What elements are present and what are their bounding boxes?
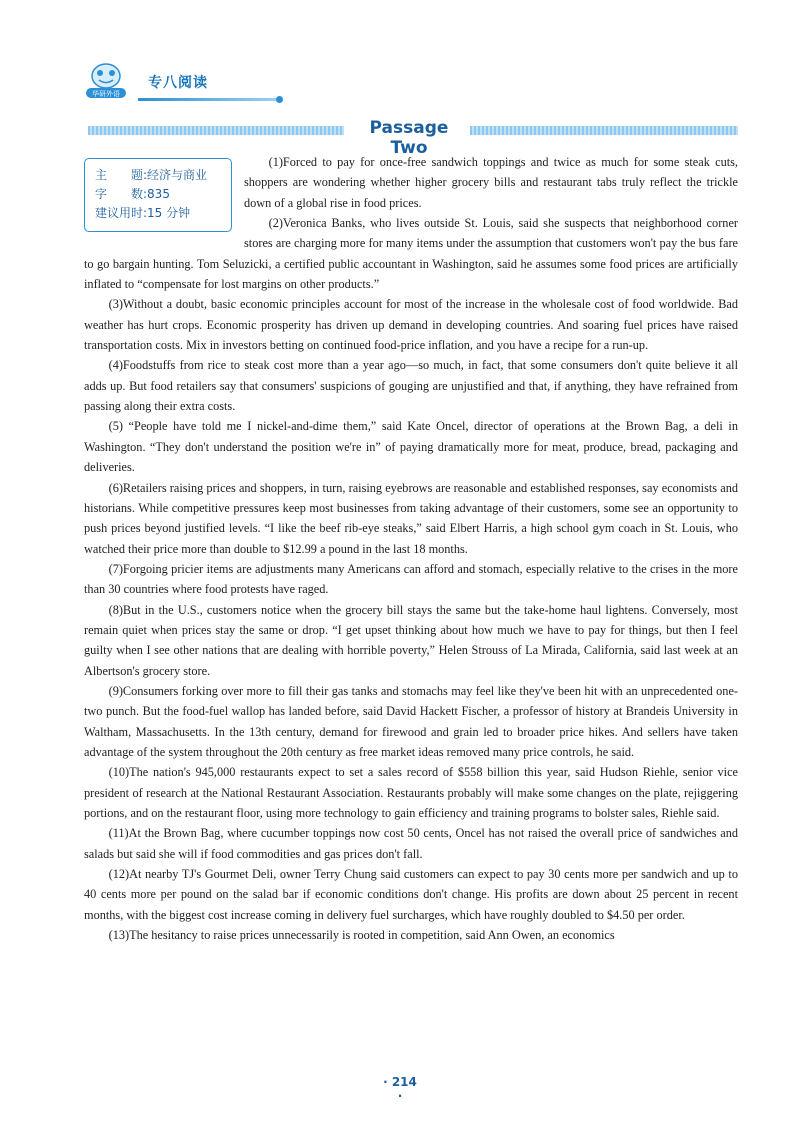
paragraph: (6)Retailers raising prices and shoppers, in turn, raising eyebrows are reasonable and established responses, say economists and historians. While competitive pressures keep most businesses from taking advantage of their customers, some see an opportunity to push prices beyond justified levels. “I like the beef rib-eye steaks,” said Elbert Harris, a high school gym coach in St. Louis, who watched their price more than double to $12.99 a pound in the last 18 months.	[84, 480, 738, 556]
paragraph: (13)The hesitancy to raise prices unnecessarily is rooted in competition, said Ann Owen, an economics	[108, 928, 615, 943]
paragraph: (2)Veronica Banks, who lives outside St. Louis, said she suspects that neighborhood corner stores are charging more for many items under the assumption that customers won't pay the bus fare to go bargain hunting. Tom Seluzicki, a certified public accountant in Washington, said he assumes some food prices are artificially inflated to “compensate for lost margins on other products.”	[84, 216, 738, 292]
section-title: 专八阅读	[148, 75, 208, 91]
paragraph: (4)Foodstuffs from rice to steak cost more than a year ago—so much, in fact, that some consumers don't quite believe it all adds up. But food retailers say that consumers' suspicions of gouging are unjustified and that, if anything, they have refrained from passing along their extra costs.	[84, 358, 738, 414]
logo-text: 华研外语	[92, 90, 120, 98]
page-number: · 214 ·	[383, 1075, 417, 1103]
paragraph: (3)Without a doubt, basic economic principles account for most of the increase in the wholesale cost of food worldwide. Bad weather has hurt crops. Economic prosperity has driven up demand in developing countries. And soaring fuel prices have raised transportation costs. Mix in investors betting on continued food-price inflation, and you have a recipe for a run-up.	[84, 297, 738, 353]
info-time: 建议用时:15 分钟	[95, 206, 191, 220]
info-box-spacer	[84, 152, 244, 245]
info-topic: 主 题:经济与商业	[95, 168, 208, 182]
paragraph: (7)Forgoing pricier items are adjustments many Americans can afford and stomach, especially relative to the crises in the more than 30 countries where food protests have raged.	[84, 561, 738, 597]
paragraph: (11)At the Brown Bag, where cucumber toppings now cost 50 cents, Oncel has not raised the overall price of sandwiches and salads but said she will if food commodities and gas prices don't fall.	[84, 826, 738, 861]
passage-body	[84, 152, 738, 945]
paragraph: (9)Consumers forking over more to fill their gas tanks and stomachs may feel like they've been hit with an unprecedented one-two punch. But the food-fuel wallop has landed before, said David Hackett Fischer, a professor of history at Brandeis University in Waltham, Massachusetts. In the 13th century, demand for firewood and grain led to broader price hikes. And sellers have taken advantage of the system throughout the 20th century as free market ideas removed many price controls, he said.	[84, 683, 738, 759]
logo-icon	[84, 60, 128, 100]
header-dot	[276, 96, 283, 103]
info-word-count: 字 数:835	[95, 187, 170, 201]
heading-bar-left	[88, 126, 344, 135]
header-rule	[138, 98, 278, 101]
paragraph: (10)The nation's 945,000 restaurants expect to set a sales record of $558 billion this year, said Hudson Riehle, senior vice president of research at the National Restaurant Association. Restaurants probably will make some changes on the plate, rejiggering portions, and on the restaurant floor, using more technology to gain efficiency and training programs to bolster sales, Riehle said.	[84, 765, 738, 820]
paragraph: (5) “People have told me I nickel-and-dime them,” said Kate Oncel, director of operations at the Brown Bag, a deli in Washington. “They don't understand the position we're in” of paying dramatically more for meat, produce, bread, packaging and deliveries.	[84, 419, 738, 475]
paragraph: (12)At nearby TJ's Gourmet Deli, owner Terry Chung said customers can expect to pay 30 cents more per sandwich and up to 40 cents more per pound on the salad bar if economic conditions don't change. His profits are down about 25 percent in recent months, with the biggest cost increase coming in delivery fuel surcharges, which have roughly doubled to $4.50 per order.	[84, 867, 738, 922]
paragraph: (1)Forced to pay for once-free sandwich toppings and twice as much for some steak cuts, shoppers are wondering whether higher grocery bills and restaurant tabs truly reflect the trickle down of a global rise in food prices.	[244, 155, 738, 210]
passage-title: Passage Two	[369, 118, 449, 158]
heading-bar-right	[470, 126, 738, 135]
header-brand	[70, 58, 220, 104]
paragraph: (8)But in the U.S., customers notice when the grocery bill stays the same but the take-home haul lightens. Conversely, most remain quiet when prices stay the same or drop. “I get upset thinking about how much we have to pay for things, but then I feel guilty when I see other nations that are dealing with horrible poverty,” Helen Strouss of La Mirada, California, said last week at an Albertson's grocery store.	[84, 602, 738, 678]
